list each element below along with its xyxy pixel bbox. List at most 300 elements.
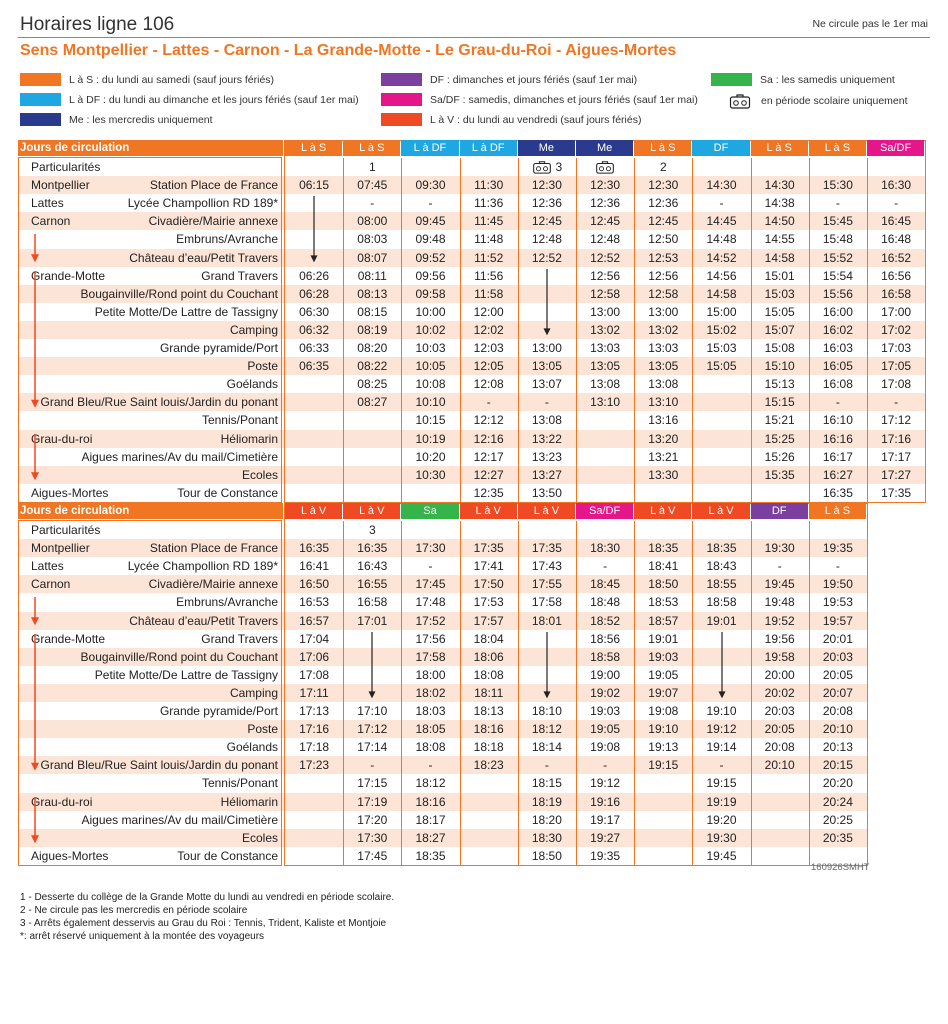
particularite-cell (809, 521, 867, 539)
time-cell: - (894, 196, 899, 211)
time-cell: 14:45 (706, 214, 737, 229)
time-cell: 06:33 (299, 341, 330, 355)
time-cell: 12:17 (473, 449, 504, 464)
time-cell: 12:45 (590, 214, 621, 229)
time-cell: 12:50 (648, 232, 679, 247)
time-cell: 19:00 (590, 667, 621, 682)
time-cell (285, 448, 343, 466)
time-cell: 10:20 (415, 449, 446, 464)
time-cell (343, 466, 401, 484)
time-cell: 19:58 (764, 649, 795, 664)
time-cell (751, 811, 809, 829)
time-cell (285, 484, 343, 502)
time-cell: 18:23 (473, 758, 504, 773)
time-cell: 18:04 (473, 631, 504, 646)
particularite-cell (518, 521, 576, 539)
time-cell (751, 484, 809, 502)
time-cell (634, 484, 692, 502)
time-cell: 14:58 (764, 250, 795, 265)
time-cell (285, 375, 343, 393)
time-cell: 17:16 (881, 431, 912, 446)
time-cell: 17:53 (473, 595, 504, 610)
time-cell: 17:03 (881, 341, 912, 355)
skip-arrow-icon (717, 632, 727, 698)
time-cell: 17:16 (299, 722, 330, 737)
time-cell: 18:11 (474, 685, 504, 700)
time-cell: 12:52 (590, 250, 621, 265)
time-cell: 11:48 (474, 232, 504, 247)
time-cell: 17:05 (881, 359, 912, 374)
time-cell: 15:48 (822, 232, 853, 247)
time-cell: 18:58 (590, 649, 621, 664)
time-cell (460, 774, 518, 792)
particularite-cell (751, 521, 809, 539)
time-cell: 15:25 (764, 431, 795, 446)
time-cell: 17:08 (299, 667, 330, 682)
time-cell: 17:30 (357, 830, 388, 845)
time-cell: 18:16 (473, 722, 504, 737)
time-cell: 19:35 (822, 541, 853, 556)
time-cell: 19:35 (590, 848, 621, 863)
time-cell: 14:38 (764, 196, 795, 211)
time-cell: 19:03 (648, 649, 679, 664)
legend-swatch (20, 73, 61, 86)
time-cell: 08:27 (357, 395, 388, 410)
particularite-cell (343, 158, 401, 176)
time-cell: 09:30 (415, 178, 446, 193)
particularites-label: Particularités (31, 523, 101, 537)
city-label: Carnon (31, 577, 71, 592)
stop-name: Grand Travers (201, 631, 278, 646)
particularite-cell (751, 158, 809, 176)
page-title: Horaires ligne 106 (20, 14, 175, 35)
time-cell: 18:52 (590, 613, 621, 628)
time-cell: 18:12 (415, 776, 446, 791)
time-cell: 17:18 (299, 740, 330, 755)
footnote-4: *: arrêt réservé uniquement à la montée des voyageurs (20, 931, 265, 942)
time-cell (343, 484, 401, 502)
legend-swatch (381, 113, 422, 126)
stop-name: Tour de Constance (177, 848, 278, 863)
time-cell: 10:00 (415, 304, 446, 319)
section-arrow-icon (30, 271, 40, 408)
time-cell: 18:18 (473, 740, 504, 755)
footnote-3: 3 - Arrêts également desservis au Grau du Roi : Tennis, Trident, Kaliste et Montjoie (20, 918, 387, 929)
time-cell: 10:30 (415, 467, 446, 482)
time-cell (576, 466, 634, 484)
time-cell: 14:30 (764, 178, 795, 193)
time-cell: 09:48 (415, 232, 446, 247)
time-cell: 18:56 (590, 631, 621, 646)
time-cell: 19:08 (648, 704, 679, 718)
time-cell: 13:02 (648, 322, 679, 337)
section-arrow-icon (30, 634, 40, 771)
title-divider (18, 37, 930, 38)
time-cell: 10:02 (415, 322, 446, 337)
time-cell: 06:35 (299, 359, 330, 374)
time-cell: 13:00 (590, 304, 621, 319)
skip-arrow-icon (309, 196, 319, 262)
time-cell: 16:52 (881, 250, 912, 265)
time-cell (460, 829, 518, 847)
time-cell: 08:13 (357, 286, 388, 301)
time-cell: 13:50 (531, 485, 562, 500)
time-cell: 19:52 (764, 613, 795, 628)
stop-name: Petite Motte/De Lattre de Tassigny (94, 304, 278, 319)
time-cell: 12:05 (473, 359, 504, 374)
stop-name: Tour de Constance (177, 485, 278, 500)
time-cell: 18:50 (531, 848, 562, 863)
particularite-cell (809, 158, 867, 176)
time-cell: 16:30 (881, 178, 912, 193)
stop-name: Aigues marines/Av du mail/Cimetière (81, 449, 278, 464)
time-cell: 18:12 (531, 722, 562, 737)
time-cell: 16:27 (822, 467, 853, 482)
time-cell: 08:00 (357, 214, 388, 229)
legend-swatch (381, 73, 422, 86)
time-cell: 09:56 (415, 268, 446, 283)
time-cell: 17:13 (299, 704, 330, 718)
time-cell: 14:58 (706, 286, 737, 301)
time-cell: 13:30 (648, 467, 679, 482)
stop-name: Ecoles (241, 467, 278, 482)
day-type-header: L à V (692, 503, 749, 519)
time-cell: 19:08 (590, 740, 621, 755)
legend-school: en période scolaire uniquement (727, 93, 908, 109)
time-cell: 11:58 (474, 286, 504, 301)
time-cell: 15:54 (822, 268, 853, 283)
day-type-header: L à S (634, 140, 691, 156)
time-cell: - (486, 395, 491, 410)
time-cell: 17:14 (357, 740, 388, 755)
time-cell: 18:08 (473, 667, 504, 682)
day-type-header: L à S (809, 503, 866, 519)
city-label: Aigues-Mortes (31, 485, 109, 500)
legend-swatch (20, 113, 61, 126)
time-cell: 17:35 (881, 485, 912, 500)
school-bag-icon (595, 160, 615, 174)
time-cell: 20:10 (764, 758, 795, 773)
time-cell: 17:58 (531, 595, 562, 610)
day-type-header: L à V (634, 503, 691, 519)
time-cell: 17:30 (415, 541, 446, 556)
stop-name: Grand Bleu/Rue Saint louis/Jardin du ponant (40, 758, 278, 773)
time-cell: 19:16 (590, 794, 621, 809)
stop-name: Château d’eau/Petit Travers (129, 613, 278, 628)
time-cell: 17:17 (881, 449, 912, 464)
time-cell: 16:50 (299, 577, 330, 592)
day-type-header: L à V (343, 503, 400, 519)
city-label: Lattes (31, 196, 64, 211)
stop-name: Lycée Champollion RD 189* (127, 196, 278, 211)
time-cell: 12:36 (648, 196, 679, 211)
section-arrow-icon (30, 434, 40, 480)
time-cell: 13:08 (590, 377, 621, 392)
time-cell: 17:48 (415, 595, 446, 610)
time-cell: 15:26 (764, 449, 795, 464)
day-type-header: L à DF (401, 140, 458, 156)
time-cell: 15:15 (764, 395, 795, 410)
time-cell: 09:45 (415, 214, 446, 229)
day-type-header: Me (576, 140, 633, 156)
time-cell (751, 847, 809, 865)
time-cell: 19:15 (648, 758, 679, 773)
legend-ladf: L à DF : du lundi au dimanche et les jours fériés (sauf 1er mai) (20, 93, 359, 106)
time-cell: 12:16 (473, 431, 504, 446)
time-cell: 18:17 (415, 812, 446, 827)
time-cell (634, 793, 692, 811)
time-cell: 16:16 (822, 431, 853, 446)
time-cell: 12:27 (473, 467, 504, 482)
time-cell: 10:05 (415, 359, 446, 374)
time-cell (285, 793, 343, 811)
time-cell: 20:08 (822, 704, 853, 718)
time-cell: 17:19 (357, 794, 388, 809)
time-cell (343, 448, 401, 466)
time-cell: 19:53 (822, 595, 853, 610)
time-cell: 13:05 (531, 359, 562, 374)
particularite-cell (460, 158, 518, 176)
time-cell: 06:28 (299, 286, 330, 301)
time-cell: 17:04 (299, 631, 330, 646)
time-cell: 19:20 (706, 812, 737, 827)
time-cell: 13:08 (648, 377, 679, 392)
time-cell: 14:52 (706, 250, 737, 265)
time-cell: 15:00 (706, 304, 737, 319)
time-cell: 13:00 (531, 341, 562, 355)
time-cell: 19:45 (706, 848, 737, 863)
stop-name: Station Place de France (149, 541, 278, 556)
time-cell: 12:45 (531, 214, 562, 229)
time-cell: 18:35 (415, 848, 446, 863)
footnote-2: 2 - Ne circule pas les mercredis en période scolaire (20, 905, 248, 916)
time-cell: 14:55 (764, 232, 795, 247)
time-cell (285, 774, 343, 792)
time-cell (692, 466, 750, 484)
time-cell: 10:08 (415, 377, 446, 392)
time-cell: 19:01 (706, 613, 737, 628)
time-cell: 15:03 (764, 286, 795, 301)
time-cell: - (603, 559, 608, 574)
time-cell: 07:45 (357, 178, 388, 193)
time-cell: 06:15 (299, 178, 330, 193)
stop-name: Ecoles (241, 830, 278, 845)
city-label: Grau-du-roi (31, 431, 93, 446)
time-cell: 18:10 (531, 704, 562, 718)
stop-name: Tennis/Ponant (201, 413, 278, 428)
time-cell (751, 774, 809, 792)
time-cell: 08:03 (357, 232, 388, 247)
stop-name: Grande pyramide/Port (159, 341, 278, 355)
time-cell: 11:30 (474, 178, 504, 193)
time-cell: 18:05 (415, 722, 446, 737)
time-cell: 15:05 (706, 359, 737, 374)
day-type-header: Sa/DF (867, 140, 924, 156)
time-cell (576, 448, 634, 466)
time-cell: 19:17 (590, 812, 621, 827)
particularite-cell (518, 158, 576, 176)
time-cell: 16:41 (299, 559, 330, 574)
time-cell (692, 375, 750, 393)
time-cell: 14:48 (706, 232, 737, 247)
stop-name: Héliomarin (220, 794, 278, 809)
time-cell: 18:53 (648, 595, 679, 610)
time-cell: 12:36 (590, 196, 621, 211)
time-cell: 19:10 (706, 704, 737, 718)
time-cell (576, 484, 634, 502)
time-cell: 15:21 (764, 413, 795, 428)
particularite-cell (401, 158, 459, 176)
stop-name: Camping (229, 322, 278, 337)
time-cell: 08:25 (357, 377, 388, 392)
time-cell: 17:50 (473, 577, 504, 592)
time-cell (692, 484, 750, 502)
time-cell: 13:10 (590, 395, 621, 410)
time-cell: 12:30 (648, 178, 679, 193)
time-cell: 17:12 (881, 413, 912, 428)
time-cell: 13:07 (531, 377, 562, 392)
time-cell: 19:05 (590, 722, 621, 737)
particularite-cell (285, 521, 343, 539)
skip-arrow-icon (367, 632, 377, 698)
day-type-header: L à S (751, 140, 808, 156)
days-header: Jours de circulation (18, 140, 283, 156)
time-cell: 12:58 (590, 286, 621, 301)
time-cell: 11:45 (474, 214, 504, 229)
time-cell: 16:00 (822, 304, 853, 319)
time-cell: 18:45 (590, 577, 621, 592)
time-cell: - (428, 559, 433, 574)
time-cell: 16:48 (881, 232, 912, 247)
time-cell: 17:20 (357, 812, 388, 827)
time-cell: 16:08 (822, 377, 853, 392)
time-cell: 18:20 (531, 812, 562, 827)
time-cell: 18:27 (415, 830, 446, 845)
time-cell: 17:27 (881, 467, 912, 482)
time-cell: - (544, 758, 549, 773)
city-label: Carnon (31, 214, 71, 229)
time-cell: 20:35 (822, 830, 853, 845)
time-cell: 10:03 (415, 341, 446, 355)
time-cell: - (719, 758, 724, 773)
particularite-cell (634, 158, 692, 176)
legend-me: Me : les mercredis uniquement (20, 113, 213, 126)
time-cell: 16:35 (822, 485, 853, 500)
stop-name: Bougainville/Rond point du Couchant (80, 649, 278, 664)
time-cell: 13:10 (648, 395, 679, 410)
document-code: 160926SMHT (811, 862, 870, 873)
time-cell: 18:08 (415, 740, 446, 755)
time-cell: 19:48 (764, 595, 795, 610)
time-cell: 19:50 (822, 577, 853, 592)
particularite-cell (867, 158, 925, 176)
time-cell: 08:20 (357, 341, 388, 355)
section-arrow-icon (30, 234, 40, 262)
time-cell: - (370, 758, 375, 773)
time-cell: 12:08 (473, 377, 504, 392)
day-type-header: L à V (460, 503, 517, 519)
time-cell: 13:05 (590, 359, 621, 374)
time-cell: 16:35 (299, 541, 330, 556)
time-cell: - (370, 196, 375, 211)
time-cell: 12:53 (648, 250, 679, 265)
time-cell (634, 774, 692, 792)
time-cell: 13:03 (648, 341, 679, 355)
time-cell (343, 430, 401, 448)
time-cell: 16:45 (881, 214, 912, 229)
time-cell (634, 811, 692, 829)
time-cell: 16:56 (881, 268, 912, 283)
stop-name: Petite Motte/De Lattre de Tassigny (94, 667, 278, 682)
city-label: Montpellier (31, 178, 90, 193)
stop-name: Château d’eau/Petit Travers (129, 250, 278, 265)
skip-arrow-icon (542, 632, 552, 698)
time-cell: 13:23 (531, 449, 562, 464)
stop-name: Embruns/Avranche (176, 595, 278, 610)
skip-arrow-icon (542, 269, 552, 335)
time-cell: 09:58 (415, 286, 446, 301)
time-cell: 10:15 (415, 413, 446, 428)
time-cell: 17:57 (473, 613, 504, 628)
time-cell: 19:12 (590, 776, 621, 791)
section-arrow-icon (30, 797, 40, 843)
time-cell: 18:15 (531, 776, 562, 791)
time-cell: 16:58 (881, 286, 912, 301)
time-cell: 18:50 (648, 577, 679, 592)
time-cell: 17:02 (881, 322, 912, 337)
time-cell: 12:30 (531, 178, 562, 193)
time-cell (576, 430, 634, 448)
time-cell: 18:48 (590, 595, 621, 610)
time-cell: 17:01 (357, 613, 388, 628)
time-cell: 17:10 (357, 704, 388, 718)
time-cell: 15:01 (764, 268, 795, 283)
legend-df: DF : dimanches et jours fériés (sauf 1er mai) (381, 73, 637, 86)
time-cell: 17:11 (299, 685, 329, 700)
time-cell: 12:56 (648, 268, 679, 283)
time-cell: 12:02 (473, 322, 504, 337)
time-cell: 14:30 (706, 178, 737, 193)
time-cell: 16:43 (357, 559, 388, 574)
time-cell: 15:05 (764, 304, 795, 319)
time-cell: 12:12 (473, 413, 504, 428)
particularite-cell (692, 158, 750, 176)
time-cell: 17:58 (415, 649, 446, 664)
time-cell: 10:19 (415, 431, 446, 446)
time-cell: 19:14 (706, 740, 737, 755)
time-cell: 14:56 (706, 268, 737, 283)
time-cell: 08:22 (357, 359, 388, 374)
time-cell: 12:00 (473, 304, 504, 319)
time-cell: 20:00 (764, 667, 795, 682)
particularite-cell (401, 521, 459, 539)
time-cell: 18:58 (706, 595, 737, 610)
time-cell (285, 811, 343, 829)
city-label: Montpellier (31, 541, 90, 556)
day-type-header: L à V (285, 503, 342, 519)
time-cell: 13:02 (590, 322, 621, 337)
stop-name: Aigues marines/Av du mail/Cimetière (81, 812, 278, 827)
stop-name: Civadière/Mairie annexe (148, 214, 278, 229)
day-type-header: Me (518, 140, 575, 156)
time-cell: - (835, 559, 840, 574)
time-cell: 18:30 (590, 541, 621, 556)
time-cell: 20:05 (764, 722, 795, 737)
section-arrow-icon (30, 597, 40, 625)
time-cell (343, 411, 401, 429)
time-cell: 12:56 (590, 268, 621, 283)
time-cell: - (835, 395, 840, 410)
